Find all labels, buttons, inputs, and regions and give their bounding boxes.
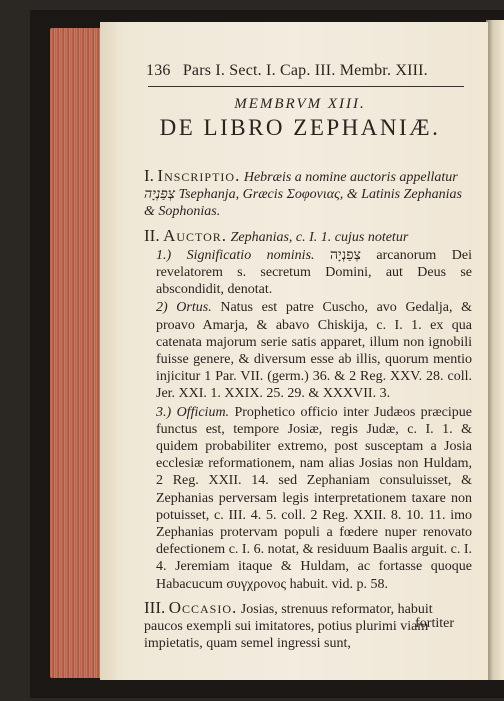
page-body xyxy=(144,167,472,658)
section-intro: Zephanias, c. I. 1. cujus notetur xyxy=(230,229,409,245)
section-number: III. xyxy=(144,597,166,617)
header-rule xyxy=(148,86,464,87)
section-number: II. xyxy=(144,225,160,245)
subsection-significatio xyxy=(144,247,472,299)
running-header xyxy=(146,62,462,80)
subsection-label: 1.) Significatio nominis. xyxy=(156,247,315,263)
subsection-text: צְפַנְיָה arcanorum Dei revelatorem s. secretum Domini, aut Deus se abscondidit, denotat. xyxy=(156,247,472,298)
subsection-label: 3.) Officium. xyxy=(156,404,230,420)
section-heading: Auctor. xyxy=(163,225,228,245)
section-heading: Inscriptio. xyxy=(157,166,241,185)
membrum-heading: MEMBRVM XIII. xyxy=(234,96,366,112)
section-text: Josias, strenuus reformator, habuit paucos exempli sui imitatores, potius plurimi viam impietatis, quam semel ingressi sunt, xyxy=(144,601,433,652)
subsection-label: 2) Ortus. xyxy=(156,300,212,316)
subsection-officium xyxy=(144,404,472,593)
page-number: 136 xyxy=(146,62,171,79)
section-heading: Occasio. xyxy=(168,597,238,617)
subsection-text: Prophetico officio inter Judæos præcipue functus est, tempore Josiæ, regis Judæ, c. I. 1. & quidem probabiliter extremo, post susceptam a Josia ecclesiæ reformationem, nam alias Josias non Huldam, 2 Reg. XXII. 14. sed Zephaniam consuluisset, & Zephanias perversam legis interpretationem taxare non potuisset, c. III. 4. 5. coll. 2 Reg. XXII. 8. 10. 11. imo Zephanias protervam populi a fœdere nuper renovato defectionem c. I. 6. notat, & residuum Baalis arguit. c. I. 4. Jeremiam itaque & Huldam, ac fortasse quoque Habacucum συγχρονος habuit. vid. p. 58. xyxy=(156,404,472,592)
running-head-text: Pars I. Sect. I. Cap. III. Membr. XIII. xyxy=(182,62,428,79)
section-inscriptio xyxy=(144,167,472,221)
page-edges xyxy=(50,28,102,678)
section-text: Hebræis a nomine auctoris appellatur צְפַנְיָה Tsephanja, Græcis Σοφονιας, & Latinis Zephanias & Sophonias. xyxy=(144,170,462,220)
subsection-ortus xyxy=(144,299,472,402)
section-auctor xyxy=(144,227,472,593)
catchword: fortiter xyxy=(415,616,454,631)
book-page xyxy=(100,22,488,680)
subsection-text: Natus est patre Cuscho, avo Gedalja, & proavo Amarja, & abavo Chiskija, c. I. 1. ex qua catenata majorum serie satis apparet, illum non ignobili fuisse genere, & diversum esse ab illis, quorum mentio injicitur 1 Par. VII. (germ.) 36. & 2 Reg. XXV. 28. coll. Jer. XXI. 1. XXIX. 25. 29. & XXXVII. 3. xyxy=(156,300,473,402)
chapter-title: DE LIBRO ZEPHANIÆ. xyxy=(159,115,441,140)
section-number: I. xyxy=(144,166,154,185)
